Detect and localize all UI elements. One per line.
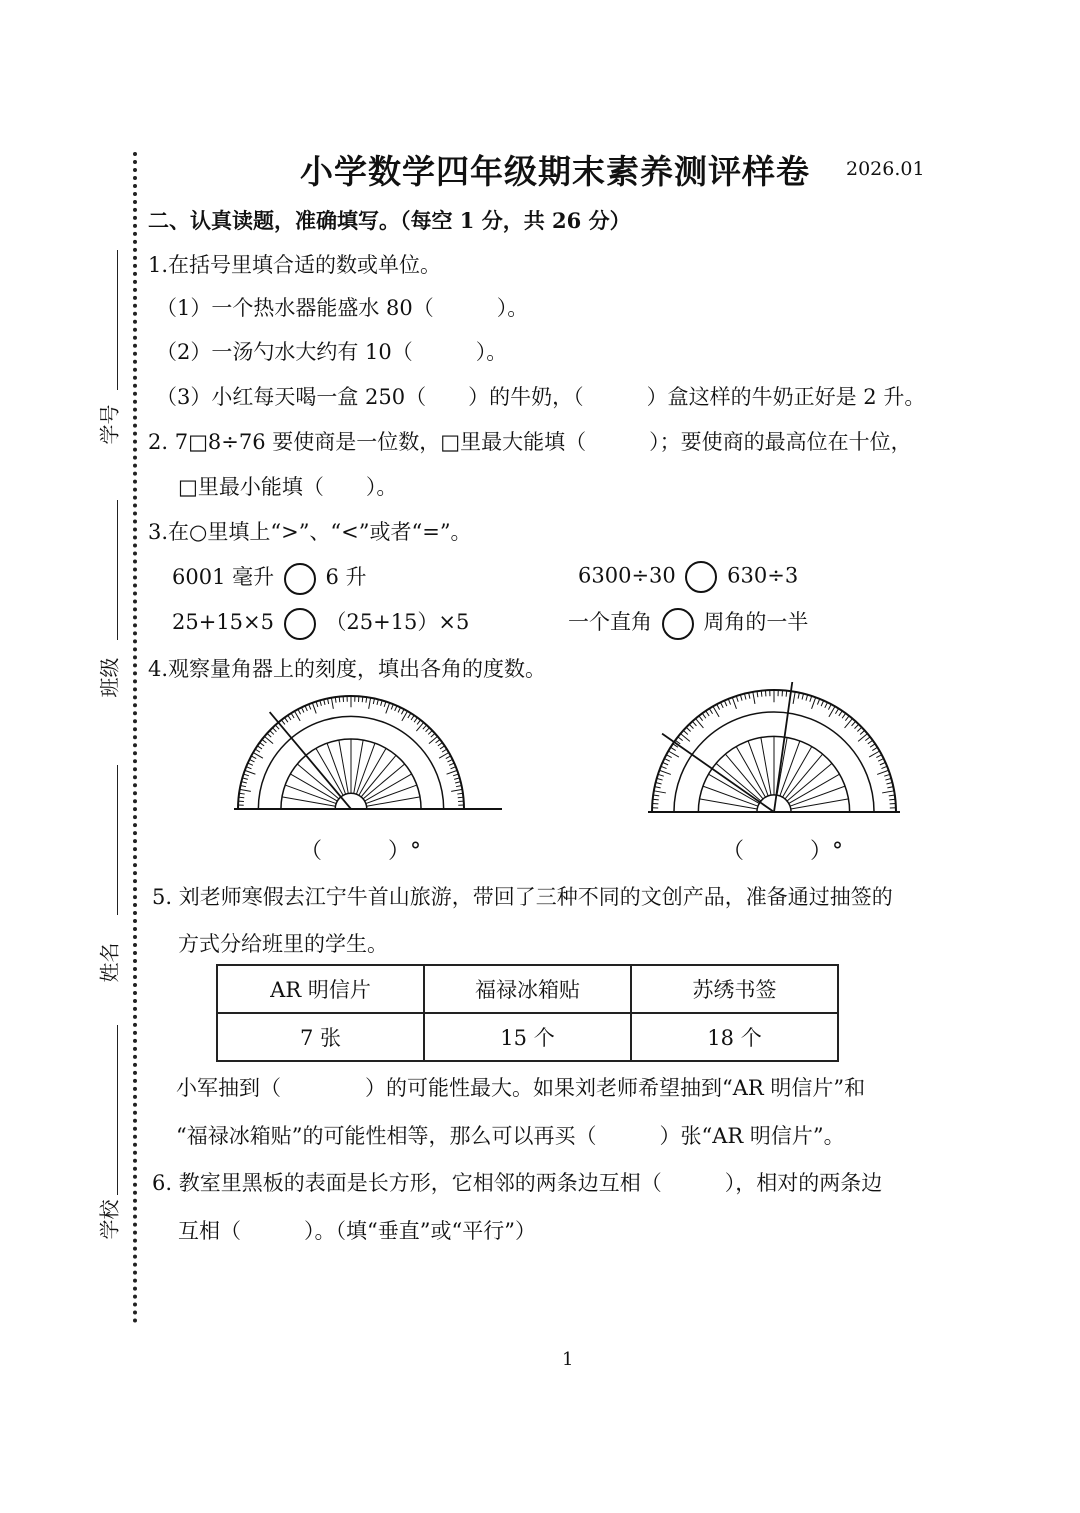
protractor-tick [401, 709, 404, 714]
protractor-tick [810, 696, 812, 702]
protractor-tick [251, 756, 256, 759]
protractor-tick [666, 755, 671, 758]
protractor-tick [699, 716, 703, 721]
protractor-tick [275, 725, 279, 729]
protractor-tick [440, 746, 445, 749]
protractor-tick [386, 703, 390, 714]
protractor-tick [244, 774, 249, 776]
protractor-tick [654, 791, 666, 793]
protractor-tick [312, 703, 316, 714]
protractor-tick [872, 747, 877, 750]
protractor-tick [288, 715, 291, 720]
protractor-tick [702, 713, 706, 718]
protractor-tick [868, 740, 873, 744]
protractor-tick [655, 787, 661, 788]
name-label: 姓名 [97, 942, 122, 983]
protractor-tick [309, 704, 311, 709]
protractor-tick [451, 789, 462, 791]
protractor-spoke [761, 738, 771, 796]
q3-compare-1 [172, 561, 367, 595]
protractor-tick [664, 759, 669, 762]
protractor-tick [447, 770, 458, 774]
protractor-tick [877, 770, 888, 774]
protractor-tick [749, 693, 750, 699]
protractor-tick [806, 695, 808, 701]
school-label: 学校 [97, 1199, 122, 1240]
protractor-tick [240, 786, 246, 787]
protractor-tick [828, 704, 831, 709]
protractor-tick [845, 716, 849, 721]
protractor-tick [411, 715, 414, 720]
protractor-spoke [339, 740, 348, 793]
protractor-tick [451, 767, 456, 769]
protractor-tick [886, 782, 892, 783]
protractor-spoke [285, 785, 336, 804]
protractor-tick [245, 770, 256, 774]
protractor-tick [305, 706, 307, 711]
student-id-rule [117, 250, 118, 390]
protractor-tick [339, 697, 340, 703]
protractor-tick [423, 725, 427, 729]
protractor-spoke [748, 741, 768, 796]
protractor-tick [377, 699, 378, 704]
protractor-spoke [356, 743, 375, 794]
protractor-tick [865, 737, 870, 741]
protractor-tick [889, 799, 895, 800]
protractor-tick [889, 795, 895, 796]
protractor-tick [301, 707, 303, 712]
protractor-spoke [703, 786, 758, 806]
protractor-tick [395, 706, 397, 711]
protractor-tick [880, 762, 886, 764]
protractor-tick [802, 694, 803, 700]
protractor-tick [728, 699, 730, 705]
protractor-tick [446, 756, 451, 759]
protractor-tick [855, 724, 859, 728]
protractor-spoke [777, 738, 787, 796]
table-header-row [217, 965, 838, 1013]
protractor-tick [884, 774, 890, 776]
q3-c3-right: （25+15）×5 [325, 610, 470, 634]
protractor-tick [689, 724, 693, 728]
protractor-tick [885, 778, 891, 780]
protractor-spoke [327, 743, 346, 794]
protractor-tick [661, 766, 667, 768]
protractor-spoke [791, 799, 849, 809]
protractor-tick [852, 721, 856, 726]
protractor-tick [431, 733, 435, 737]
protractor-tick [447, 759, 452, 761]
protractor-tick [736, 696, 738, 702]
protractor-tick [255, 749, 260, 752]
protractor-tick [428, 731, 432, 735]
exam-date: 2026.01 [846, 158, 925, 180]
protractor-tick [398, 707, 400, 712]
protractor-tick [417, 720, 420, 724]
protractor-tick [436, 739, 440, 742]
protractor-tick [384, 702, 386, 707]
protractor-tick [391, 704, 393, 709]
protractor-tick [878, 759, 883, 762]
binding-dotted-line [133, 152, 137, 1324]
table-cell: 18 个 [631, 1013, 838, 1061]
protractor-tick [817, 699, 819, 705]
q5-after2: “福禄冰箱贴”的可能性相等，那么可以再买（ ）张“AR 明信片”。 [176, 1124, 845, 1148]
protractor-spoke [790, 786, 845, 806]
q1-part3: （3）小红每天喝一盒 250（ ）的牛奶，（ ）盒这样的牛奶正好是 2 升。 [156, 385, 926, 409]
protractor-tick [249, 759, 254, 761]
protractor-tick [453, 774, 458, 776]
protractor-tick [426, 728, 430, 732]
protractor-tick [362, 697, 363, 703]
q5-line2: 方式分给班里的学生。 [178, 932, 388, 956]
protractor-tick [408, 713, 411, 718]
q3-stem: 3.在○里填上“>”、“<”或者“=”。 [148, 520, 472, 544]
class-rule [117, 500, 118, 640]
protractor-spoke [700, 799, 758, 809]
q3-c1-right: 6 升 [325, 565, 367, 589]
q5-after1: 小军抽到（ ）的可能性最大。如果刘老师希望抽到“AR 明信片”和 [176, 1076, 866, 1100]
q3-c4-left: 一个直角 [568, 610, 652, 634]
protractor-tick [860, 730, 865, 734]
q2-line1: 2. 7□8÷76 要使商是一位数，□里最大能填（ ）；要使商的最高位在十位， [148, 430, 912, 454]
protractor-tick [262, 739, 266, 742]
protractor-tick [270, 731, 274, 735]
angle-ray [662, 734, 774, 812]
protractor-tick [842, 713, 846, 718]
protractor-tick [331, 698, 333, 709]
compare-circle-3[interactable] [284, 608, 316, 640]
protractor-tick [876, 755, 881, 758]
protractor-tick [438, 743, 443, 746]
protractor-tick [683, 730, 688, 734]
protractor-tick [706, 711, 709, 716]
name-rule [117, 765, 118, 915]
protractor-tick [786, 691, 787, 697]
protractor-tick [653, 795, 659, 796]
protractor-tick [659, 770, 670, 774]
protractor-tick [656, 782, 662, 783]
protractor-tick [369, 698, 371, 709]
protractor-spoke [367, 797, 420, 806]
student-id-label: 学号 [97, 404, 122, 445]
protractor-tick [316, 702, 318, 707]
protractor-tick [298, 709, 301, 714]
protractor-tick [671, 747, 676, 750]
protractor-tick [887, 787, 893, 788]
q3-c2-left: 6300÷30 [578, 563, 676, 588]
protractor-tick [281, 720, 284, 724]
q3-compare-2 [578, 561, 798, 593]
q3-c2-right: 630÷3 [727, 563, 799, 588]
protractor-tick [658, 774, 664, 776]
q3-c3-left: 25+15×5 [172, 610, 274, 634]
protractor-tick [285, 718, 288, 723]
protractor-tick [717, 704, 720, 709]
protractor-tick [839, 711, 842, 716]
protractor-tick [692, 721, 696, 726]
class-label: 班级 [97, 657, 122, 698]
q3-compare-3 [172, 606, 469, 640]
q4-stem: 4.观察量角器上的刻度，填出各角的度数。 [148, 657, 547, 681]
q1-part2: （2）一汤勺水大约有 10（ ）。 [156, 340, 508, 364]
q4-answer-1[interactable]: （ ）° [300, 839, 422, 864]
protractor-tick [455, 782, 460, 783]
protractor-1 [232, 685, 502, 820]
protractor-tick [291, 713, 294, 718]
protractor-tick [239, 797, 245, 798]
q6-line1: 6. 教室里黑板的表面是长方形，它相邻的两条边互相（ ），相对的两条边 [152, 1171, 883, 1195]
protractor-tick [761, 691, 762, 697]
protractor-tick [653, 799, 659, 800]
compare-circle-2[interactable] [685, 561, 717, 593]
protractor-spoke [366, 785, 417, 804]
protractor-tick [260, 743, 265, 746]
page-number: 1 [562, 1349, 574, 1370]
protractor-tick [709, 709, 712, 714]
protractor-tick [240, 789, 251, 791]
product-table [216, 964, 839, 1062]
protractor-tick [267, 733, 271, 737]
section-heading: 二、认真读题，准确填写。（每空 1 分，共 26 分） [148, 208, 631, 233]
protractor-tick [678, 737, 683, 741]
protractor-tick [882, 791, 894, 793]
protractor-tick [825, 702, 828, 707]
protractor-tick [793, 692, 795, 704]
compare-circle-4[interactable] [662, 608, 694, 640]
protractor-tick [881, 766, 887, 768]
protractor-tick [821, 701, 823, 707]
protractor-tick [657, 778, 663, 780]
protractor-tick [812, 697, 816, 708]
protractor-tick [257, 746, 262, 749]
protractor-2 [644, 682, 906, 820]
protractor-tick [442, 749, 447, 752]
table-row [217, 1013, 838, 1061]
protractor-tick [246, 767, 251, 769]
protractor-tick [798, 693, 799, 699]
protractor-tick [753, 692, 755, 704]
exam-title: 小学数学四年级期末素养测评样卷 [300, 152, 810, 191]
protractor-tick [721, 702, 724, 707]
q1-stem: 1.在括号里填合适的数或单位。 [148, 253, 442, 277]
protractor-spoke [354, 740, 363, 793]
q4-answer-2[interactable]: （ ）° [722, 839, 844, 864]
protractor-tick [663, 762, 669, 764]
table-header-cell: AR 明信片 [217, 965, 424, 1013]
q6-line2: 互相（ ）。（填“垂直”或“平行”） [178, 1219, 536, 1243]
protractor-tick [456, 786, 462, 787]
protractor-tick [414, 718, 417, 723]
table-header-cell: 苏绣书签 [631, 965, 838, 1013]
q1-part1: （1）一个热水器能盛水 80（ ）。 [156, 296, 529, 320]
protractor-tick [857, 727, 861, 731]
protractor-tick [744, 694, 745, 700]
table-cell: 7 张 [217, 1013, 424, 1061]
q3-compare-4 [568, 606, 808, 640]
protractor-tick [835, 709, 838, 714]
table-cell: 15 个 [424, 1013, 631, 1061]
q2-line2: □里最小能填（ ）。 [178, 475, 398, 499]
q3-c1-left: 6001 毫升 [172, 565, 275, 589]
q3-c4-right: 周角的一半 [703, 610, 809, 634]
school-rule [117, 1025, 118, 1195]
protractor-tick [241, 782, 246, 783]
table-header-cell: 福禄冰箱贴 [424, 965, 631, 1013]
protractor-tick [458, 797, 464, 798]
protractor-tick [686, 727, 690, 731]
protractor-tick [324, 699, 325, 704]
q5-line1: 5. 刘老师寒假去江宁牛首山旅游，带回了三种不同的文创产品，准备通过抽签的 [152, 885, 893, 909]
protractor-tick [732, 697, 736, 708]
compare-circle-1[interactable] [284, 563, 316, 595]
protractor-tick [449, 763, 454, 765]
protractor-spoke [282, 797, 335, 806]
protractor-tick [740, 695, 742, 701]
protractor-tick [870, 744, 875, 747]
protractor-tick [724, 701, 726, 707]
protractor-tick [248, 763, 253, 765]
protractor-tick [273, 728, 277, 732]
